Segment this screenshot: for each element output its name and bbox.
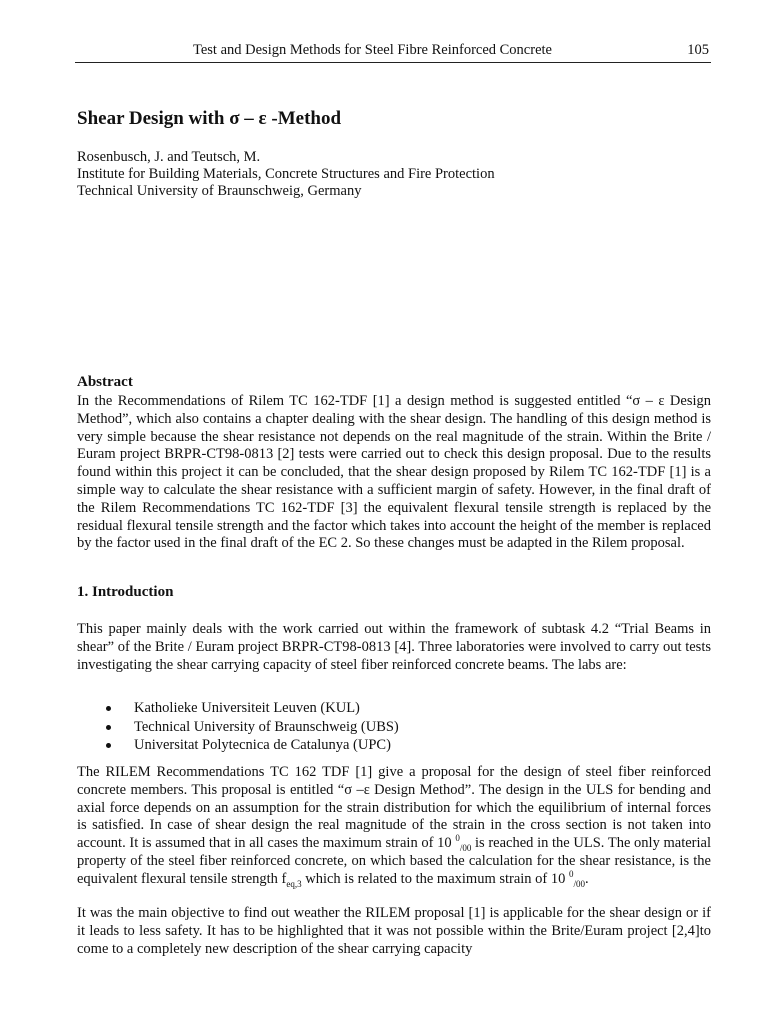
intro-paragraph-3: It was the main objective to find out weather the RILEM proposal [1] is applicable for the shear design or if it leads to less safety. It has to be highlighted that it was not possible within the Brite/Euram project [2,4]to come to a completely new description of the shear carrying capacity: [77, 905, 711, 957]
page-number: 105: [687, 42, 709, 58]
abstract-heading: Abstract: [77, 374, 133, 390]
abstract-text: In the Recommendations of Rilem TC 162-TDF [1] a design method is suggested entitled “σ – ε Design Method”, which also contains a chapter dealing with the shear design. The handling of this design method is very simple because the shear resistance not depends on the real magnitude of the strain. Within the Brite / Euram project BRPR-CT98-0813 [2] tests were carried out to check this design proposal. Due to the results found within this project it can be concluded, that the shear design proposed by Rilem TC 162-TDF [1] is a simple way to calculate the shear resistance with a sufficient margin of safety. However, in the final draft of the Rilem Recommendations TC 162-TDF [3] the equivalent flexural tensile strength is replaced by the residual flexural tensile strength and the factor which takes into account the height of the member is replaced by the factor used in the final draft of the EC 2. So these changes must be adapted in the Rilem proposal.: [77, 393, 711, 552]
paragraph-2-end: .: [585, 870, 589, 887]
list-item: Technical University of Braunschweig (UBS): [104, 718, 399, 737]
list-item: Katholieke Universiteit Leuven (KUL): [104, 699, 399, 718]
author-block: [77, 149, 495, 200]
permille-sup: 0: [455, 833, 460, 844]
list-item: Universitat Polytecnica de Catalunya (UPC): [104, 736, 399, 755]
page-header: [75, 40, 711, 63]
paper-title: Shear Design with σ – ε -Method: [77, 108, 342, 129]
intro-paragraph-2: [77, 764, 711, 889]
permille-sub-2: /00: [573, 878, 586, 889]
running-title: Test and Design Methods for Steel Fibre Reinforced Concrete: [193, 42, 552, 58]
paragraph-2-part-c: which is related to the maximum strain of 10: [305, 870, 570, 887]
permille-sub: /00: [459, 843, 472, 854]
paragraph-2-part-b: is reached in the ULS. The only material property of the steel fiber reinforced concrete, on which based the calculation for the shear resistance, is the equivalent flexural tensile strength f: [77, 835, 711, 887]
feq-subscript: eq,3: [286, 878, 302, 889]
author-university: Technical University of Braunschweig, Germany: [77, 183, 362, 199]
paragraph-2-part-a: The RILEM Recommendations TC 162 TDF [1] give a proposal for the design of steel fiber reinforced concrete members. This proposal is entitled “σ –ε Design Method”. The design in the ULS for bending and axial force depends on an assumption for the strain distribution for which the equilibrium of internal forces is satisfied. In case of shear design the real magnitude of the strain in the cross section is not taken into account. It is assumed that in all cases the maximum strain of 10: [77, 764, 711, 852]
introduction-heading: 1. Introduction: [77, 584, 174, 600]
permille-sup-2: 0: [569, 868, 574, 879]
labs-list: [104, 699, 399, 755]
intro-paragraph-1: This paper mainly deals with the work carried out within the framework of subtask 4.2 “Trial Beams in shear” of the Brite / Euram project BRPR-CT98-0813 [4]. Three laboratories were involved to carry out tests investigating the shear carrying capacity of steel fiber reinforced concrete beams. The labs are:: [77, 621, 711, 673]
author-institute: Institute for Building Materials, Concrete Structures and Fire Protection: [77, 166, 495, 182]
author-names: Rosenbusch, J. and Teutsch, M.: [77, 149, 261, 165]
